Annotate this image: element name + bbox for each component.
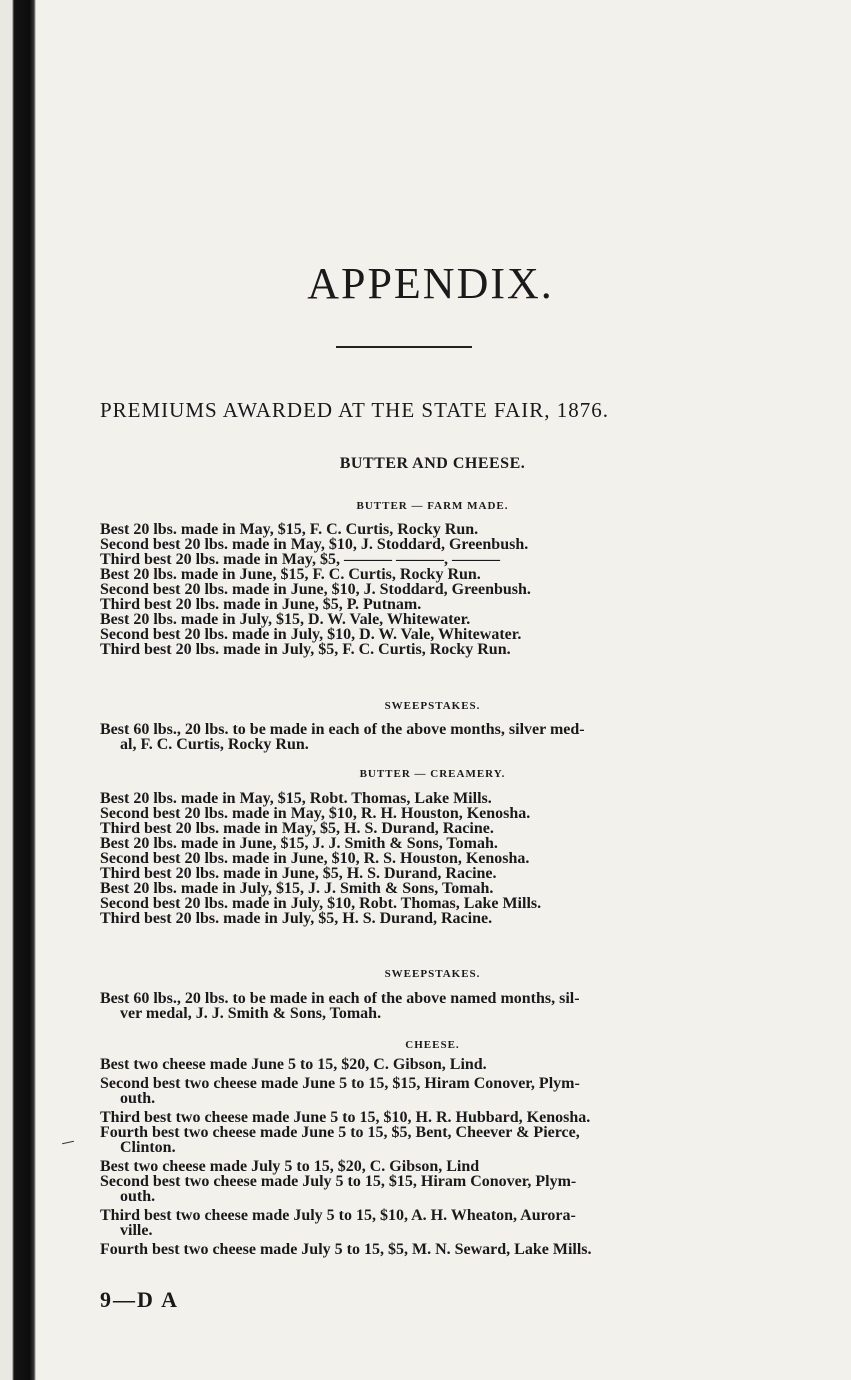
- list-item: Best two cheese made July 5 to 15, $20, C. Gibson, Lind: [100, 1158, 480, 1175]
- list-item: Second best 20 lbs. made in July, $10, D. W. Vale, Whitewater.: [100, 626, 522, 643]
- list-item: Best 20 lbs. made in June, $15, J. J. Smith & Sons, Tomah.: [100, 835, 498, 852]
- list-item: Best 20 lbs. made in May, $15, Robt. Thomas, Lake Mills.: [100, 790, 492, 807]
- list-item: Third best 20 lbs. made in May, $5, ——— ———, ———: [100, 551, 501, 568]
- list-item: Third best 20 lbs. made in June, $5, H. S. Durand, Racine.: [100, 865, 497, 882]
- category-heading: BUTTER AND CHEESE.: [339, 455, 526, 472]
- margin-pencil-mark: [62, 1141, 74, 1144]
- list-item: Second best two cheese made June 5 to 15, $15, Hiram Conover, Plym- outh.: [100, 1075, 580, 1107]
- cheese-list: [100, 1057, 740, 1257]
- list-item: Second best 20 lbs. made in July, $10, Robt. Thomas, Lake Mills.: [100, 895, 542, 912]
- sweepstakes-farm-list: [100, 722, 740, 752]
- list-item: Second best 20 lbs. made in June, $10, J. Stoddard, Greenbush.: [100, 581, 531, 598]
- list-item: Best 20 lbs. made in July, $15, D. W. Vale, Whitewater.: [100, 611, 471, 628]
- sweepstakes-creamery-list: [100, 991, 740, 1021]
- list-item: Third best 20 lbs. made in July, $5, F. C. Curtis, Rocky Run.: [100, 641, 511, 658]
- sweepstakes-farm-label: SWEEPSTAKES.: [384, 700, 481, 712]
- section-heading: PREMIUMS AWARDED AT THE STATE FAIR, 1876.: [100, 398, 610, 422]
- list-item: Best 60 lbs., 20 lbs. to be made in each of the above named months, sil- ver medal, J. J. Smith & Sons, Tomah.: [100, 990, 580, 1022]
- butter-farm-label: BUTTER — FARM MADE.: [356, 500, 509, 512]
- list-item: Fourth best two cheese made June 5 to 15, $5, Bent, Cheever & Pierce, Clinton.: [100, 1124, 580, 1156]
- page-title: APPENDIX.: [307, 259, 554, 308]
- list-item: Best 20 lbs. made in July, $15, J. J. Smith & Sons, Tomah.: [100, 880, 494, 897]
- list-item: Best two cheese made June 5 to 15, $20, C. Gibson, Lind.: [100, 1056, 487, 1073]
- list-item: Second best 20 lbs. made in May, $10, J. Stoddard, Greenbush.: [100, 536, 529, 553]
- list-item: Second best 20 lbs. made in June, $10, R. S. Houston, Kenosha.: [100, 850, 530, 867]
- butter-creamery-label: BUTTER — CREAMERY.: [359, 768, 506, 780]
- list-item: Best 20 lbs. made in May, $15, F. C. Curtis, Rocky Run.: [100, 521, 479, 538]
- signature-folio: 9—D A: [100, 1287, 180, 1312]
- list-item: Third best 20 lbs. made in June, $5, P. Putnam.: [100, 596, 422, 613]
- sweepstakes-creamery-label: SWEEPSTAKES.: [384, 968, 481, 980]
- list-item: Second best two cheese made July 5 to 15, $15, Hiram Conover, Plym- outh.: [100, 1173, 577, 1205]
- list-item: Third best 20 lbs. made in July, $5, H. S. Durand, Racine.: [100, 910, 493, 927]
- list-item: Best 20 lbs. made in June, $15, F. C. Curtis, Rocky Run.: [100, 566, 481, 583]
- list-item: Third best two cheese made June 5 to 15, $10, H. R. Hubbard, Kenosha.: [100, 1109, 591, 1126]
- list-item: Second best 20 lbs. made in May, $10, R. H. Houston, Kenosha.: [100, 805, 531, 822]
- list-item: Fourth best two cheese made July 5 to 15, $5, M. N. Seward, Lake Mills.: [100, 1241, 592, 1258]
- cheese-label: CHEESE.: [405, 1039, 460, 1051]
- list-item: Third best 20 lbs. made in May, $5, H. S. Durand, Racine.: [100, 820, 494, 837]
- butter-creamery-list: [100, 791, 740, 926]
- butter-farm-list: [100, 522, 740, 657]
- list-item: Third best two cheese made July 5 to 15, $10, A. H. Wheaton, Aurora- ville.: [100, 1207, 576, 1239]
- title-rule: [336, 346, 472, 348]
- list-item: Best 60 lbs., 20 lbs. to be made in each of the above months, silver med- al, F. C. Curtis, Rocky Run.: [100, 721, 585, 753]
